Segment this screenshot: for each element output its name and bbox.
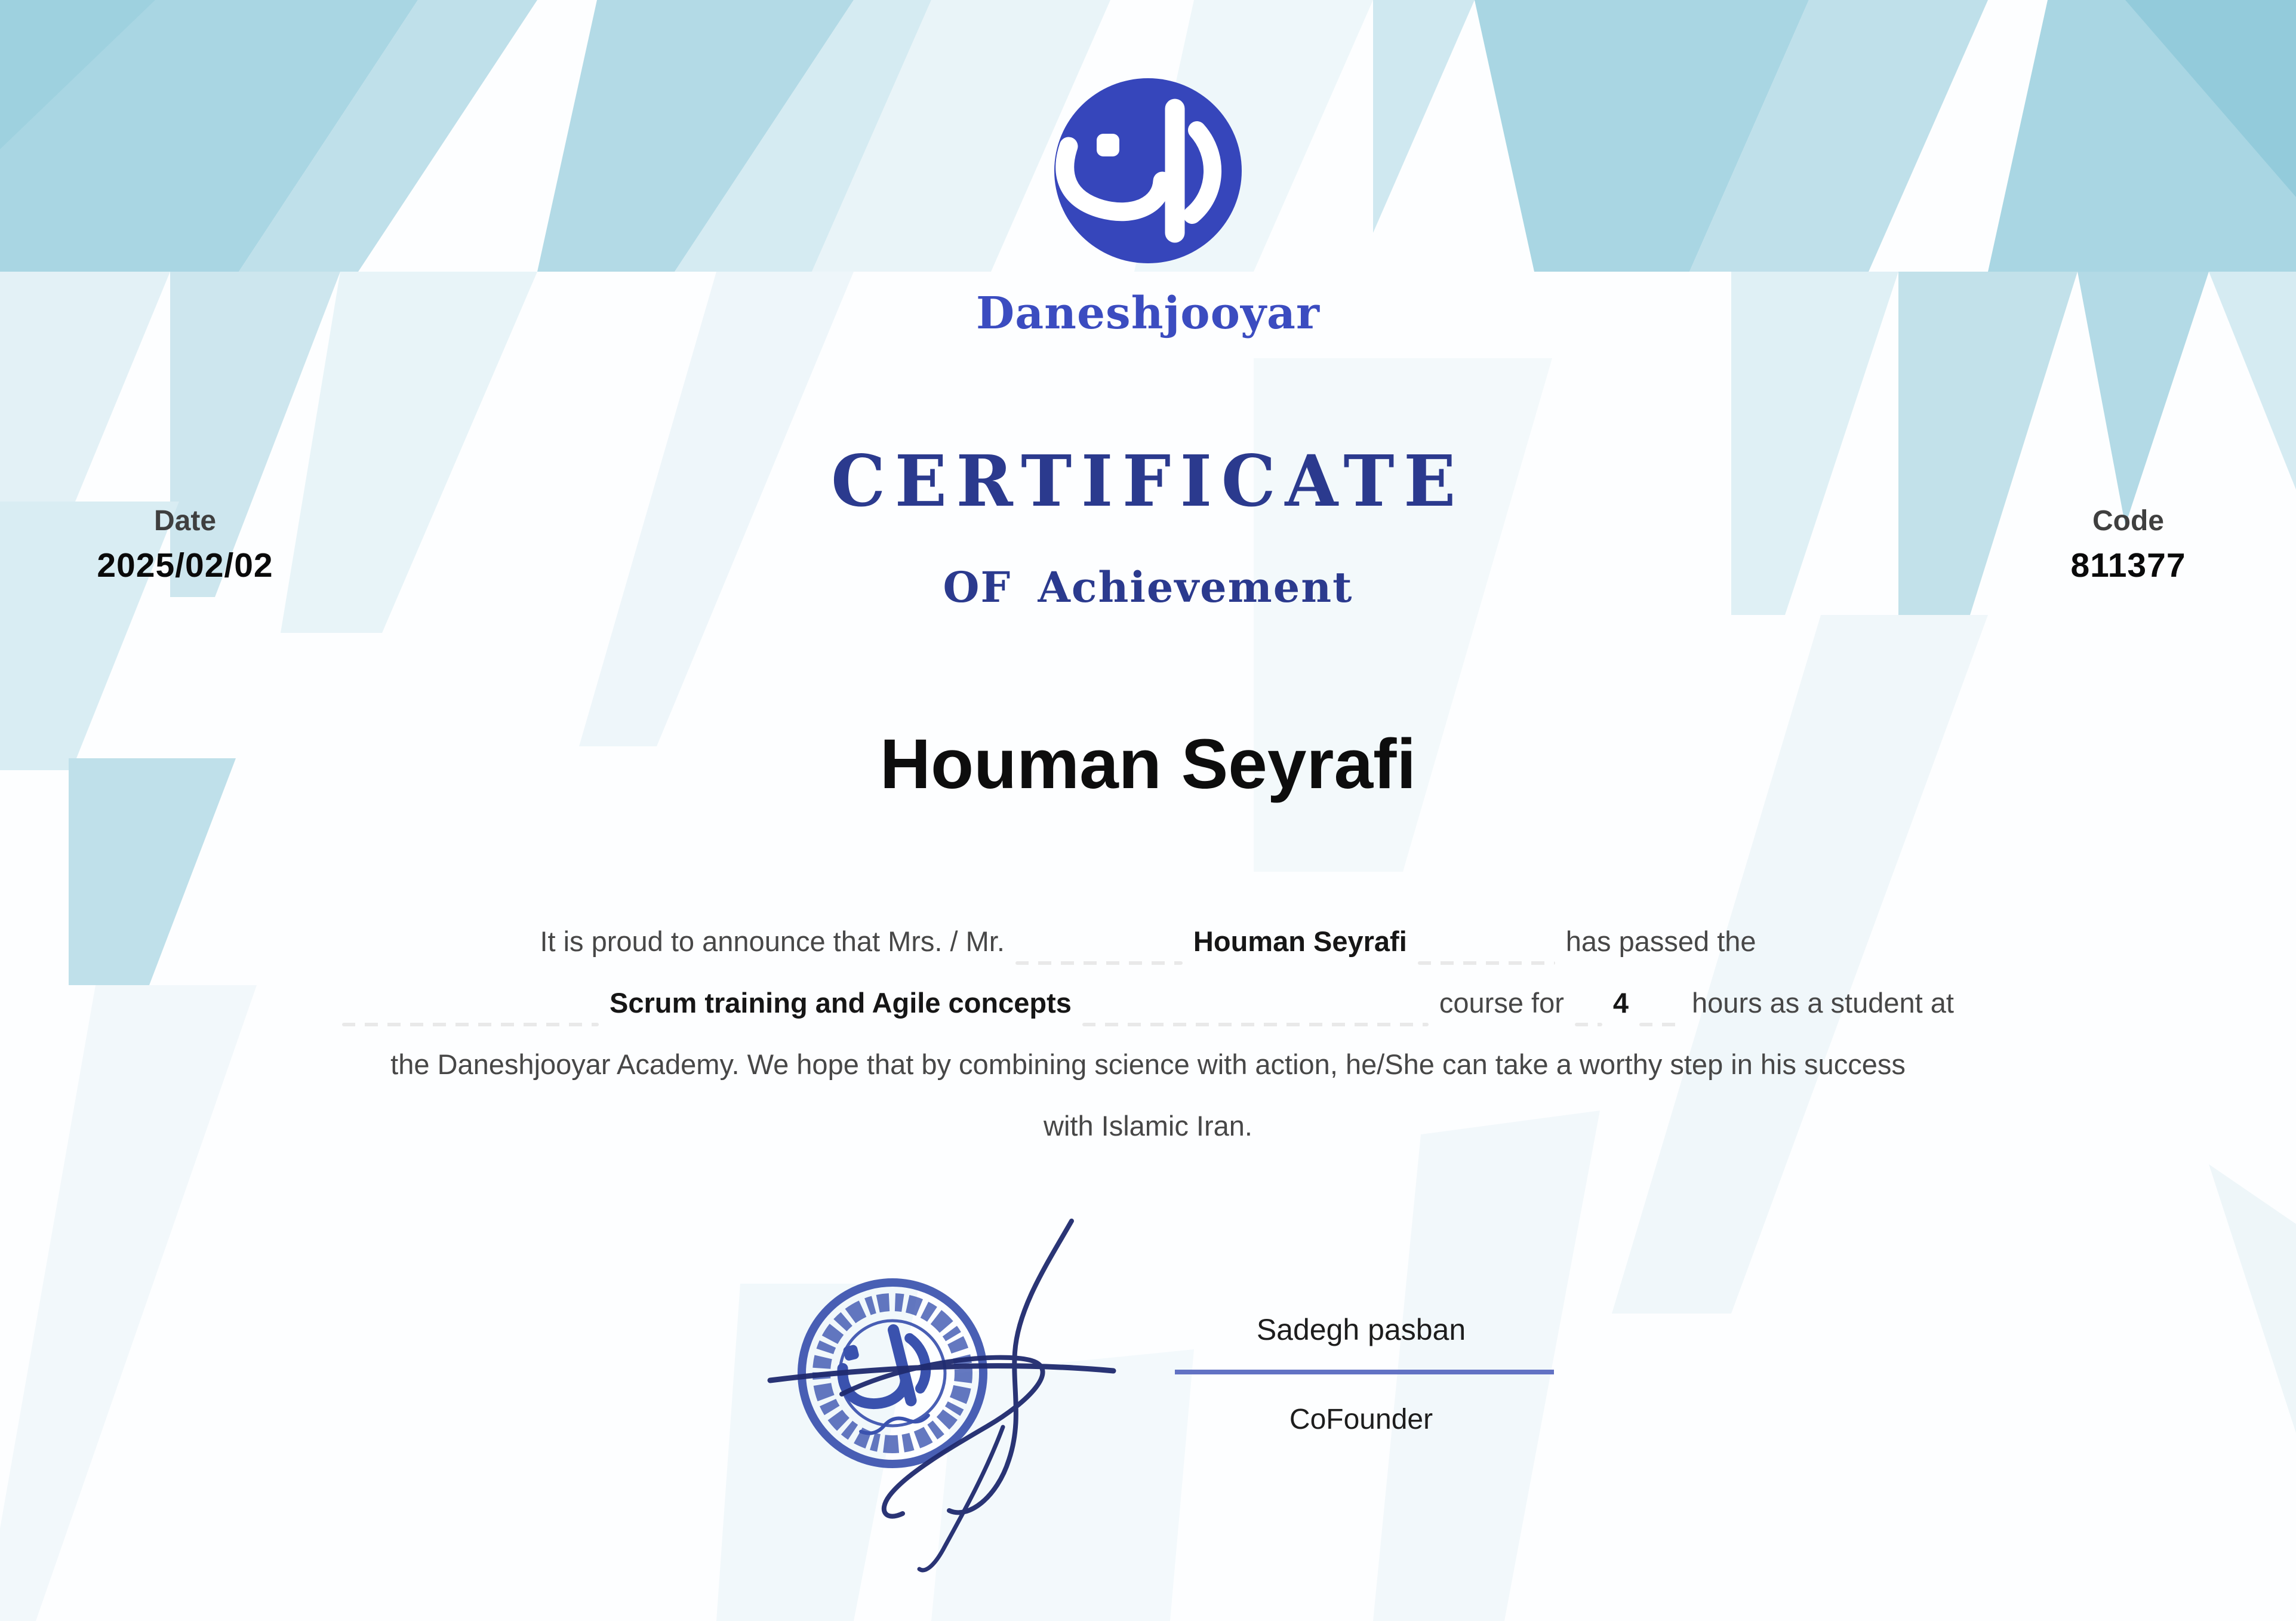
daneshjooyar-logo-icon [1036,70,1263,276]
body-line2-suffix: hours as a student at [1692,987,1954,1019]
date-block [57,505,313,585]
certificate-subtitle: OF Achievement [943,562,1353,612]
dashed-fill-line [1418,961,1555,965]
body-line1-suffix: has passed the [1565,925,1756,957]
signatory-role: CoFounder [1289,1404,1433,1435]
date-label: Date [153,505,217,537]
dashed-fill-line [1015,961,1183,965]
body-line4-text: with Islamic Iran. [1044,1110,1252,1142]
body-line-1 [0,925,2296,986]
certificate-title: CERTIFICATE [831,439,1465,522]
certificate-body-text [0,925,2296,1171]
course-name: Scrum training and Agile concepts [610,987,1072,1019]
code-value: 811377 [2070,546,2186,585]
dashed-fill-line [1639,1023,1681,1026]
dashed-fill-line [1575,1023,1602,1026]
body-line3-text: the Daneshjooyar Academy. We hope that by combining science with action, he/She can take a worthy step in his success [390,1048,1906,1080]
body-line-4 [0,1109,2296,1171]
code-block [2000,505,2257,585]
dashed-fill-line [342,1023,599,1026]
body-line2-mid: course for [1439,987,1564,1019]
code-label: Code [2092,505,2164,537]
signature-divider-line [1175,1370,1554,1374]
signatory-name: Sadegh pasban [1256,1313,1466,1346]
signature-scribble-icon [746,1206,1164,1594]
date-value: 2025/02/02 [97,546,273,585]
body-line1-recipient: Houman Seyrafi [1193,925,1407,957]
course-hours: 4 [1612,987,1629,1019]
body-line-2 [0,986,2296,1048]
recipient-name: Houman Seyrafi [879,725,1417,804]
brand-wordmark: Daneshjooyar [976,288,1320,339]
body-line1-prefix: It is proud to announce that Mrs. / Mr. [540,925,1005,957]
body-line-3 [0,1048,2296,1109]
dashed-fill-line [1082,1023,1429,1026]
